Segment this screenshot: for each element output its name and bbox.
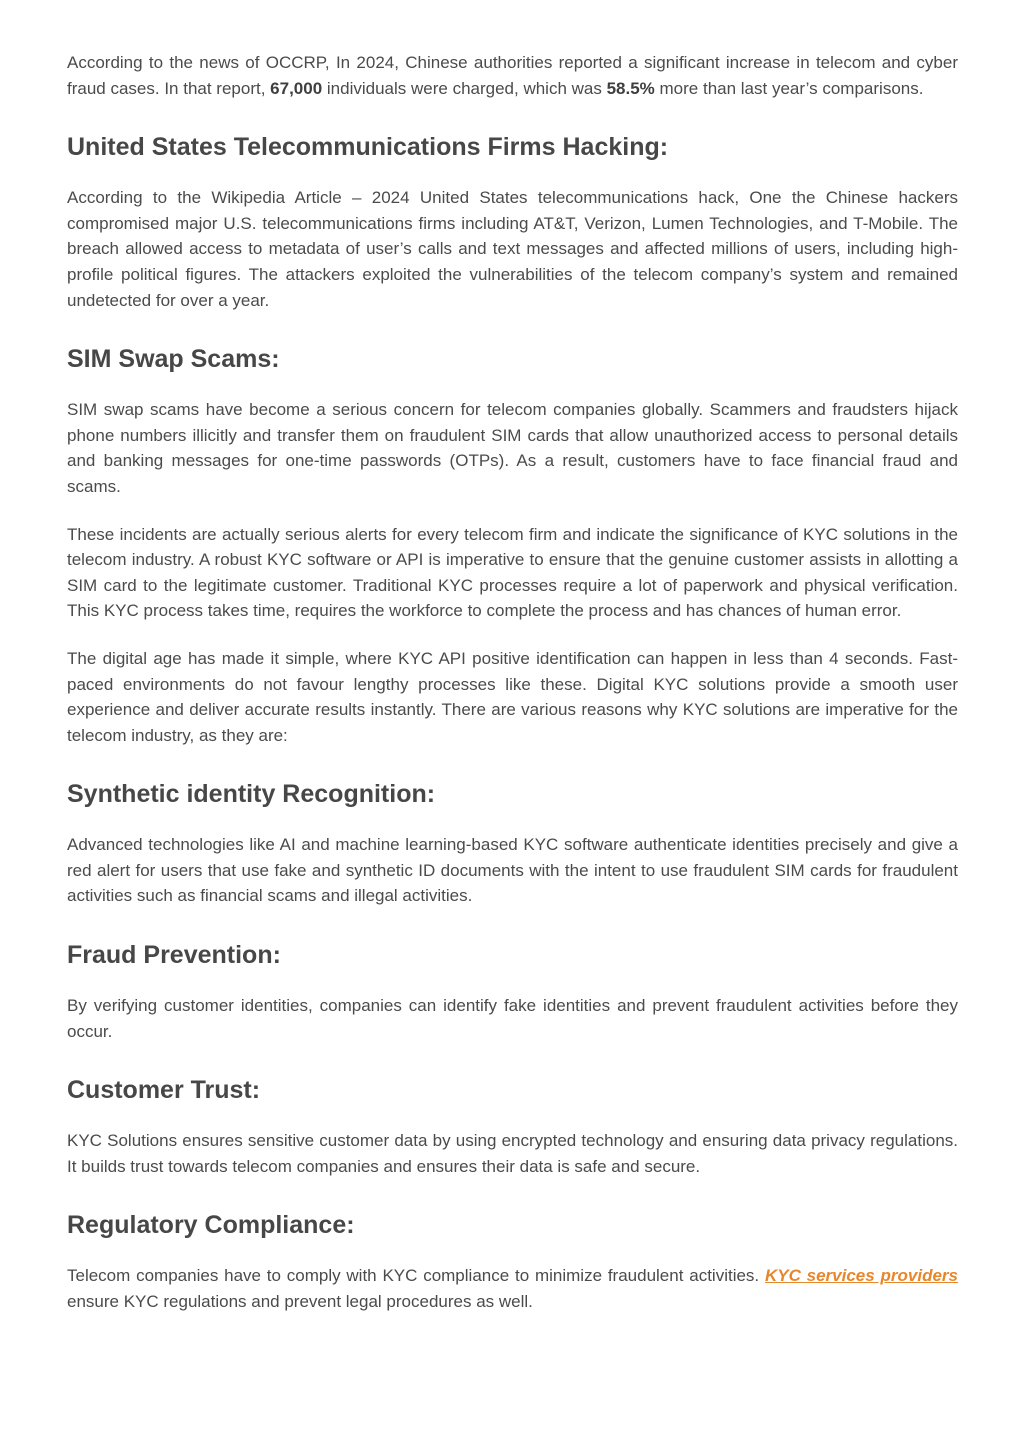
- intro-paragraph: [67, 50, 958, 101]
- intro-text-start: According to the news of OCCRP, In 2024, Chinese authorities reported a significant increase in telecom and cyber fraud cases. In that report,: [67, 53, 958, 98]
- synthetic-identity-paragraph: Advanced technologies like AI and machine learning-based KYC software authenticate identities precisely and give a red alert for users that use fake and synthetic ID documents with the intent to use fraudulent SIM cards for fraudulent activities such as financial scams and illegal activities.: [67, 835, 958, 906]
- customer-trust-paragraph: KYC Solutions ensures sensitive customer data by using encrypted technology and ensuring data privacy regulations. It builds trust towards telecom companies and ensures their data is safe and secure.: [67, 1131, 958, 1176]
- increase-percent: 58.5%: [606, 78, 655, 98]
- intro-text-end: more than last year’s comparisons.: [654, 78, 924, 98]
- kyc-services-providers-link[interactable]: KYC services providers: [764, 1266, 958, 1286]
- us-hack-paragraph: According to the Wikipedia Article – 2024 United States telecommunications hack, One the Chinese hackers compromised major U.S. telecommunications firms including AT&T, Verizon, Lumen Technologies, and T-Mobile. The breach allowed access to metadata of user’s calls and text messages and affected millions of users, including high-profile political figures. The attackers exploited the vulnerabilities of the telecom company’s system and remained undetected for over a year.: [67, 188, 958, 310]
- heading-customer-trust: Customer Trust:: [67, 1076, 261, 1105]
- sim-swap-paragraph-3: The digital age has made it simple, where KYC API positive identification can happen in less than 4 seconds. Fast-paced environments do not favour lengthy processes like these. Digital KYC solutions provide a smooth user experience and deliver accurate results instantly. There are various reasons why KYC solutions are imperative for the telecom industry, as they are:: [67, 648, 958, 745]
- heading-us-hack: United States Telecommunications Firms Hacking:: [67, 133, 669, 162]
- sim-swap-paragraph-2: These incidents are actually serious alerts for every telecom firm and indicate the significance of KYC solutions in the telecom industry. A robust KYC software or API is imperative to ensure that the genuine customer assists in allotting a SIM card to the legitimate customer. Traditional KYC processes require a lot of paperwork and physical verification. This KYC process takes time, requires the workforce to complete the process and has chances of human error.: [67, 524, 958, 621]
- heading-sim-swap: SIM Swap Scams:: [67, 345, 280, 374]
- intro-text-middle: individuals were charged, which was: [322, 78, 607, 98]
- heading-fraud-prevention: Fraud Prevention:: [67, 941, 281, 970]
- compliance-text-start: Telecom companies have to comply with KYC compliance to minimize fraudulent activities.: [67, 1266, 765, 1286]
- sim-swap-paragraph-1: SIM swap scams have become a serious concern for telecom companies globally. Scammers and fraudsters hijack phone numbers illicitly and transfer them on fraudulent SIM cards that allow unauthorized access to personal details and banking messages for one-time passwords (OTPs). As a result, customers have to face financial fraud and scams.: [67, 400, 958, 496]
- regulatory-compliance-paragraph: [67, 1263, 958, 1314]
- heading-synthetic-identity: Synthetic identity Recognition:: [67, 780, 436, 809]
- heading-regulatory-compliance: Regulatory Compliance:: [67, 1211, 355, 1240]
- fraud-prevention-paragraph: By verifying customer identities, companies can identify fake identities and prevent fraudulent activities before they occur.: [67, 996, 958, 1041]
- charged-count: 67,000: [270, 78, 323, 98]
- compliance-text-end: ensure KYC regulations and prevent legal procedures as well.: [67, 1292, 533, 1312]
- article-body: [67, 50, 958, 1337]
